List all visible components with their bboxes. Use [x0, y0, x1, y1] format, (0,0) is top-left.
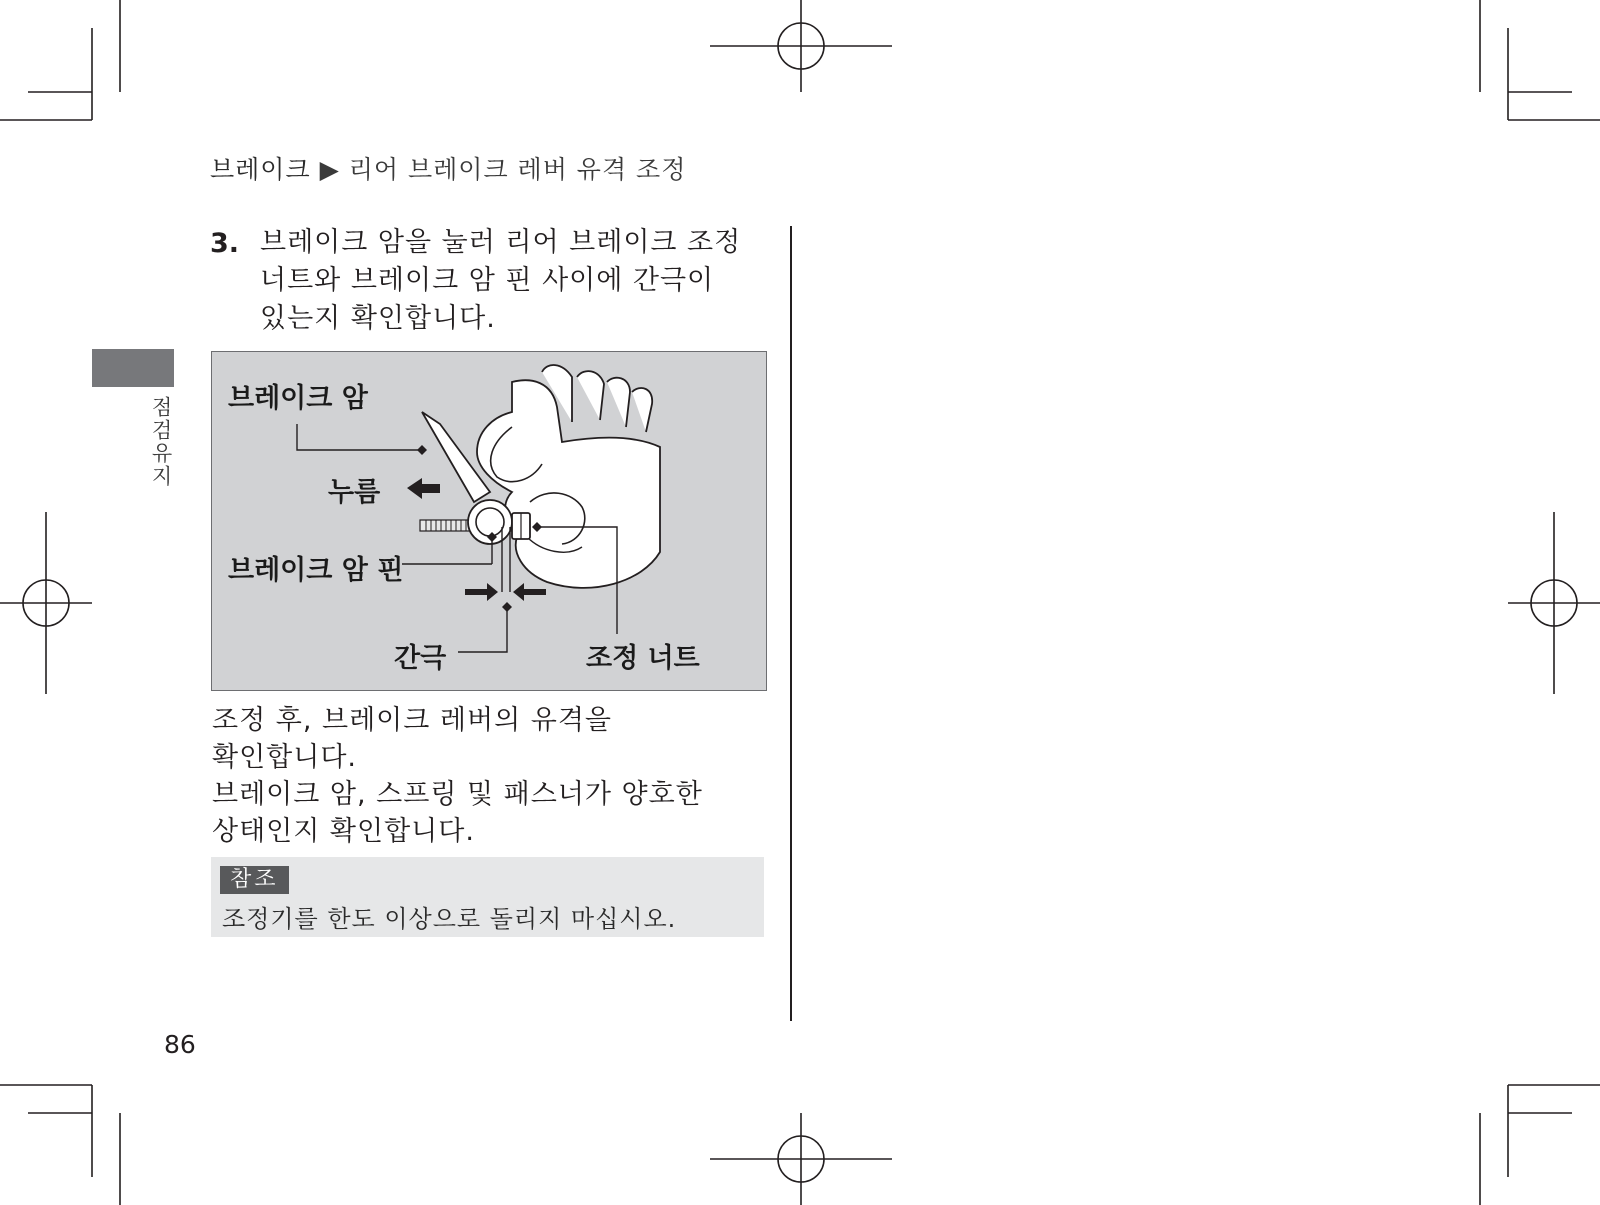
step-line: 브레이크 암을 눌러 리어 브레이크 조정 — [260, 227, 742, 258]
column-divider — [790, 226, 792, 1021]
breadcrumb-arrow-icon: ▶ — [319, 155, 340, 184]
instruction-paragraph — [212, 702, 772, 850]
step-instruction — [260, 224, 780, 338]
brake-adjustment-figure — [211, 351, 767, 691]
label-brake-arm: 브레이크 암 — [228, 383, 368, 414]
note-box — [211, 857, 764, 937]
breadcrumb — [210, 150, 686, 186]
step-line: 있는지 확인합니다. — [260, 303, 496, 334]
note-text: 조정기를 한도 이상으로 돌리지 마십시오. — [222, 905, 677, 933]
breadcrumb-topic: 리어 브레이크 레버 유격 조정 — [348, 155, 687, 184]
body-line: 브레이크 암, 스프링 및 패스너가 양호한 — [212, 779, 703, 810]
body-line: 상태인지 확인합니다. — [212, 816, 475, 847]
label-gap: 간극 — [394, 643, 447, 674]
breadcrumb-section: 브레이크 — [210, 155, 311, 184]
section-tab-label: 점검유지 — [149, 396, 173, 488]
label-brake-arm-pin: 브레이크 암 핀 — [228, 555, 404, 586]
step-line: 너트와 브레이크 암 핀 사이에 간극이 — [260, 265, 715, 296]
section-tab-marker — [92, 349, 174, 387]
body-line: 조정 후, 브레이크 레버의 유격을 — [212, 705, 612, 736]
label-push: 누름 — [328, 477, 381, 508]
body-line: 확인합니다. — [212, 742, 357, 773]
step-number: 3. — [210, 228, 240, 259]
page-number: 86 — [164, 1030, 196, 1059]
note-badge: 참조 — [220, 866, 289, 894]
label-adjusting-nut: 조정 너트 — [586, 643, 700, 674]
